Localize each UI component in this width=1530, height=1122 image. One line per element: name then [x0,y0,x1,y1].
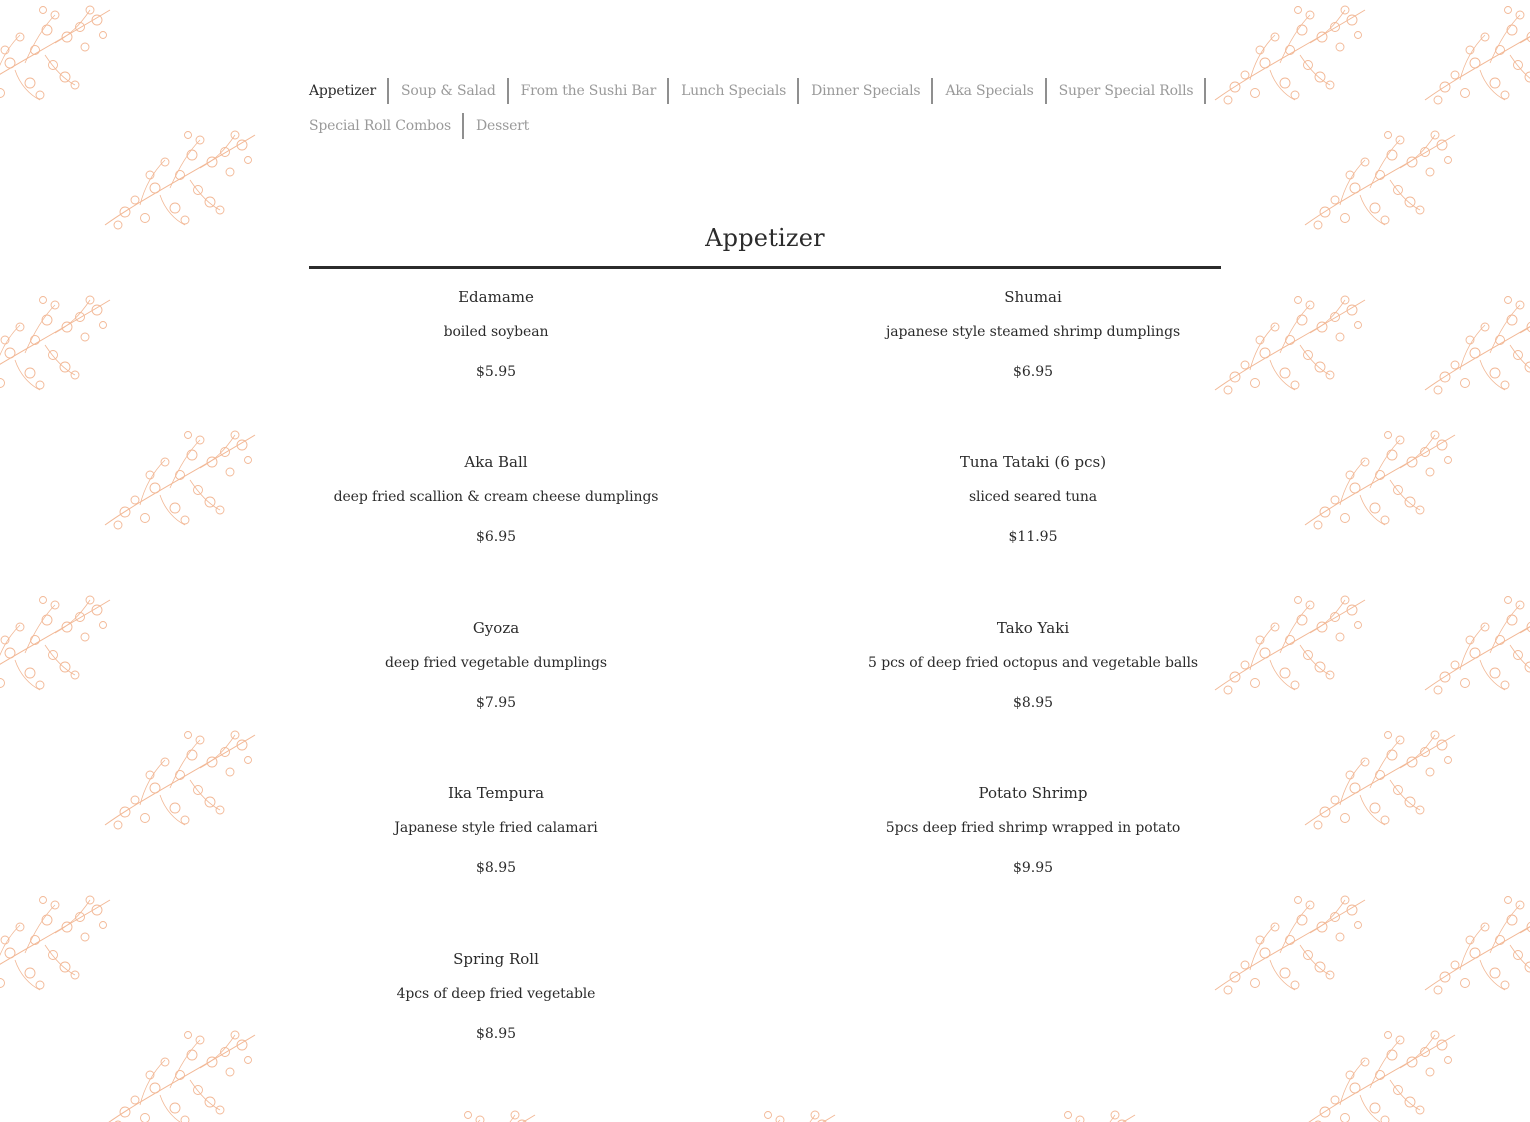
menu-item [276,617,716,714]
item-description: deep fried vegetable dumplings [385,655,607,671]
item-description: deep fried scallion & cream cheese dumplings [333,489,659,505]
section-divider [309,266,1221,269]
item-name: Gyoza [472,619,520,637]
item-name: Tako Yaki [996,619,1070,637]
item-description: boiled soybean [443,324,549,340]
item-price: $6.95 [475,529,517,545]
menu-item [276,782,716,879]
nav-item-special-roll-combos[interactable]: Special Roll Combos [309,113,464,139]
menu-item [813,617,1253,714]
menu-item [813,286,1253,383]
menu-item [276,948,716,1045]
nav-item-sushi-bar[interactable]: From the Sushi Bar [509,78,669,104]
item-price: $11.95 [1008,529,1058,545]
item-price: $8.95 [475,860,517,876]
item-description: japanese style steamed shrimp dumplings [885,324,1181,340]
nav-item-soup-salad[interactable]: Soup & Salad [389,78,509,104]
nav-item-lunch-specials[interactable]: Lunch Specials [669,78,799,104]
item-name: Shumai [1004,288,1062,306]
menu-item [276,451,716,548]
item-price: $5.95 [475,364,517,380]
item-price: $8.95 [475,1026,517,1042]
menu-category-nav [309,78,1209,139]
item-name: Spring Roll [453,950,539,968]
section-title: Appetizer [705,224,825,252]
menu-item [276,286,716,383]
item-name: Ika Tempura [447,784,545,802]
item-name: Aka Ball [464,453,528,471]
menu-item [813,782,1253,879]
menu-item [813,451,1253,548]
item-name: Tuna Tataki (6 pcs) [959,453,1107,471]
item-price: $8.95 [1012,695,1054,711]
item-description: sliced seared tuna [968,489,1098,505]
item-description: 5pcs deep fried shrimp wrapped in potato [885,820,1181,836]
item-price: $7.95 [475,695,517,711]
item-description: 4pcs of deep fried vegetable [396,986,596,1002]
nav-item-dessert[interactable]: Dessert [476,118,530,134]
item-description: Japanese style fried calamari [394,820,598,836]
nav-item-aka-specials[interactable]: Aka Specials [933,78,1046,104]
item-name: Edamame [458,288,534,306]
item-price: $6.95 [1012,364,1054,380]
nav-item-super-special-rolls[interactable]: Super Special Rolls [1047,78,1207,104]
item-price: $9.95 [1012,860,1054,876]
item-name: Potato Shrimp [978,784,1088,802]
nav-item-appetizer[interactable]: Appetizer [309,78,389,104]
item-description: 5 pcs of deep fried octopus and vegetable balls [868,655,1198,671]
nav-item-dinner-specials[interactable]: Dinner Specials [799,78,933,104]
